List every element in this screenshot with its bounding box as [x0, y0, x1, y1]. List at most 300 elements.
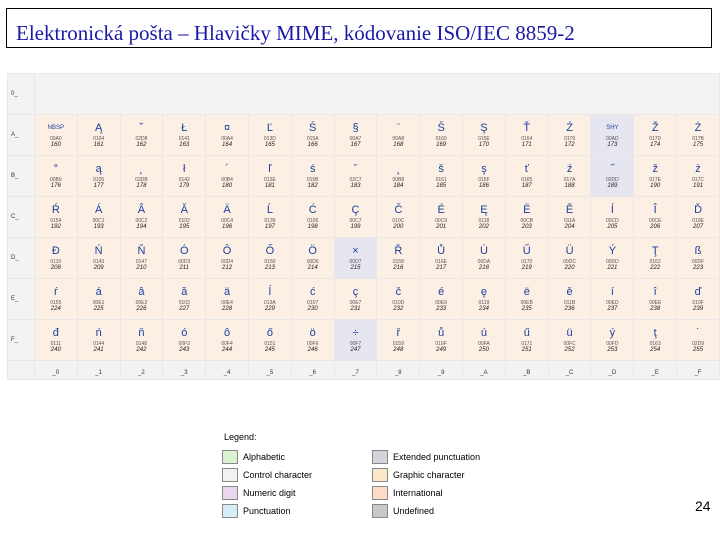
- char-glyph: °: [53, 163, 58, 175]
- char-cell: [206, 320, 248, 360]
- char-codepoint: 0171: [521, 341, 533, 347]
- char-glyph: ó: [181, 327, 188, 339]
- char-decimal: 205: [607, 224, 618, 230]
- column-footer-text: _4: [223, 370, 231, 376]
- char-decimal: 162: [136, 142, 147, 148]
- char-glyph: ˘: [139, 122, 144, 134]
- char-decimal: 177: [93, 183, 104, 189]
- char-cell: [121, 156, 163, 196]
- char-decimal: 229: [264, 306, 275, 312]
- char-glyph: ˙: [696, 327, 700, 339]
- char-glyph: ö: [309, 327, 316, 339]
- char-cell: [420, 115, 462, 155]
- char-decimal: 166: [307, 142, 318, 148]
- char-codepoint: 011A: [563, 218, 576, 224]
- char-glyph: Š: [437, 122, 445, 134]
- char-glyph: ţ: [653, 327, 657, 339]
- char-codepoint: 0179: [564, 136, 576, 142]
- char-cell: [591, 197, 633, 237]
- char-decimal: 198: [307, 224, 318, 230]
- column-footer-text: _3: [180, 370, 188, 376]
- char-decimal: 218: [478, 265, 489, 271]
- column-footer-text: _0: [52, 370, 60, 376]
- char-decimal: 239: [693, 306, 704, 312]
- char-codepoint: 017B: [692, 136, 704, 142]
- char-glyph: Î: [653, 204, 657, 216]
- char-codepoint: 00C1: [92, 218, 105, 224]
- char-decimal: 185: [436, 183, 447, 189]
- char-glyph: ÷: [352, 327, 359, 339]
- char-decimal: 251: [521, 347, 532, 353]
- char-codepoint: 0147: [135, 259, 147, 265]
- char-decimal: 187: [521, 183, 532, 189]
- legend-swatch: [372, 486, 388, 500]
- column-footer-text: _5: [266, 370, 274, 376]
- legend-item: [372, 468, 502, 482]
- char-glyph: ą: [95, 163, 102, 175]
- char-cell: [35, 115, 77, 155]
- char-cell: [335, 279, 377, 319]
- char-cell: [377, 156, 419, 196]
- char-codepoint: 0150: [264, 259, 276, 265]
- row-header: C_: [8, 197, 34, 237]
- char-cell: [549, 238, 591, 278]
- char-glyph: ő: [266, 327, 273, 339]
- char-glyph: Ű: [522, 245, 531, 257]
- legend-swatch: [222, 504, 238, 518]
- char-cell: [506, 320, 548, 360]
- char-codepoint: 02D8: [135, 136, 148, 142]
- char-codepoint: 0142: [178, 177, 190, 183]
- char-codepoint: 00ED: [606, 300, 619, 306]
- char-codepoint: 00D7: [349, 259, 362, 265]
- char-codepoint: 0163: [649, 341, 661, 347]
- char-codepoint: 013D: [263, 136, 276, 142]
- char-decimal: 247: [350, 347, 361, 353]
- char-codepoint: 015E: [478, 136, 490, 142]
- char-cell: [377, 320, 419, 360]
- char-decimal: 255: [693, 347, 704, 353]
- char-codepoint: 010F: [692, 300, 704, 306]
- char-glyph: ý: [609, 327, 616, 339]
- char-decimal: 181: [264, 183, 275, 189]
- char-cell: [78, 320, 120, 360]
- char-decimal: 222: [650, 265, 661, 271]
- column-footer-label: [377, 361, 419, 379]
- char-decimal: 211: [179, 265, 190, 271]
- char-codepoint: 0164: [521, 136, 533, 142]
- char-glyph: ž: [652, 163, 658, 175]
- char-decimal: 161: [93, 142, 104, 148]
- char-cell: [35, 320, 77, 360]
- char-glyph: Ü: [565, 245, 574, 257]
- char-codepoint: 00E9: [435, 300, 447, 306]
- char-glyph: ×: [352, 245, 359, 257]
- char-cell: [78, 156, 120, 196]
- char-codepoint: 02DD: [605, 177, 619, 183]
- char-glyph: ű: [523, 327, 530, 339]
- char-decimal: 170: [478, 142, 489, 148]
- char-cell: [377, 197, 419, 237]
- char-glyph: č: [395, 286, 402, 298]
- char-decimal: 173: [607, 142, 618, 148]
- char-cell: [506, 279, 548, 319]
- row-header: D_: [8, 238, 34, 278]
- char-codepoint: 0162: [649, 259, 661, 265]
- char-codepoint: 00D4: [221, 259, 234, 265]
- char-cell: [634, 156, 676, 196]
- char-codepoint: 00D3: [178, 259, 191, 265]
- char-cell: [292, 279, 334, 319]
- char-glyph: Ź: [566, 122, 573, 134]
- legend-label: International: [393, 488, 443, 498]
- char-decimal: 252: [564, 347, 575, 353]
- column-footer-row: [8, 361, 719, 379]
- table-row: [8, 279, 719, 319]
- char-codepoint: 015B: [306, 177, 319, 183]
- column-footer-label: [163, 361, 205, 379]
- footer-corner: [8, 361, 34, 379]
- char-codepoint: 00B8: [392, 177, 405, 183]
- char-decimal: 200: [393, 224, 404, 230]
- column-footer-text: _D: [608, 370, 617, 376]
- char-cell: [677, 115, 719, 155]
- char-glyph: Ř: [394, 245, 403, 257]
- table-row: [8, 156, 719, 196]
- char-decimal: 207: [693, 224, 704, 230]
- char-glyph: Ď: [694, 204, 703, 216]
- char-cell: [420, 238, 462, 278]
- char-cell: [463, 238, 505, 278]
- char-cell: [78, 197, 120, 237]
- char-codepoint: 00F3: [178, 341, 190, 347]
- char-codepoint: 015F: [478, 177, 490, 183]
- column-footer-label: [591, 361, 633, 379]
- char-cell: [206, 238, 248, 278]
- char-decimal: 228: [222, 306, 233, 312]
- char-glyph: ů: [438, 327, 445, 339]
- char-decimal: 206: [650, 224, 661, 230]
- char-glyph: SHY: [606, 125, 619, 131]
- legend-item: [222, 468, 372, 482]
- column-footer-label: [506, 361, 548, 379]
- column-footer-text: _7: [352, 370, 359, 376]
- char-glyph: Ę: [480, 204, 488, 216]
- char-cell: [163, 115, 205, 155]
- char-decimal: 169: [436, 142, 447, 148]
- char-glyph: NBSP: [47, 125, 64, 131]
- char-glyph: ĺ: [268, 286, 272, 298]
- char-cell: [677, 320, 719, 360]
- char-cell: [163, 197, 205, 237]
- char-cell: [463, 115, 505, 155]
- column-footer-text: _F: [694, 370, 702, 376]
- char-decimal: 245: [264, 347, 275, 353]
- row-header: F_: [8, 320, 34, 360]
- char-decimal: 194: [136, 224, 147, 230]
- column-footer-text: _9: [437, 370, 445, 376]
- legend-label: Punctuation: [243, 506, 291, 516]
- char-codepoint: 00E7: [349, 300, 362, 306]
- char-cell: [78, 238, 120, 278]
- char-glyph: Ž: [651, 122, 659, 134]
- char-codepoint: 00E4: [221, 300, 233, 306]
- char-cell: [549, 156, 591, 196]
- char-decimal: 243: [179, 347, 190, 353]
- char-codepoint: 0155: [50, 300, 62, 306]
- char-glyph: Ý: [608, 245, 617, 257]
- char-glyph: ä: [224, 286, 231, 298]
- char-decimal: 230: [307, 306, 318, 312]
- char-decimal: 184: [393, 183, 404, 189]
- char-codepoint: 02D9: [692, 341, 705, 347]
- char-decimal: 213: [264, 265, 275, 271]
- char-glyph: â: [138, 286, 145, 298]
- char-decimal: 180: [222, 183, 233, 189]
- char-cell: [377, 115, 419, 155]
- char-glyph: ô: [224, 327, 231, 339]
- char-codepoint: 016F: [435, 341, 447, 347]
- char-glyph: Ő: [265, 245, 275, 257]
- char-cell: [249, 279, 291, 319]
- legend-swatch: [222, 468, 238, 482]
- char-glyph: ă: [181, 286, 188, 298]
- char-cell: [292, 197, 334, 237]
- char-glyph: Ů: [437, 245, 446, 257]
- char-cell: [677, 279, 719, 319]
- char-codepoint: 00DF: [691, 259, 705, 265]
- char-codepoint: 00EE: [649, 300, 662, 306]
- char-glyph: š: [438, 163, 444, 175]
- char-decimal: 253: [607, 347, 618, 353]
- char-codepoint: 0161: [435, 177, 447, 183]
- char-glyph: Ł: [181, 122, 188, 134]
- char-glyph: Ö: [308, 245, 317, 257]
- char-codepoint: 00F7: [349, 341, 362, 347]
- char-glyph: Ť: [523, 122, 531, 134]
- char-glyph: Č: [394, 204, 403, 216]
- char-codepoint: 0107: [307, 300, 319, 306]
- char-cell: [634, 238, 676, 278]
- column-footer-label: [206, 361, 248, 379]
- char-codepoint: 0154: [50, 218, 62, 224]
- char-cell: [634, 115, 676, 155]
- column-footer-label: [420, 361, 462, 379]
- column-footer-label: [549, 361, 591, 379]
- column-footer-label: [121, 361, 163, 379]
- char-codepoint: 00A4: [221, 136, 233, 142]
- legend-swatch: [372, 468, 388, 482]
- char-decimal: 176: [50, 183, 61, 189]
- char-decimal: 208: [50, 265, 61, 271]
- char-cell: [335, 238, 377, 278]
- char-glyph: ¸: [396, 163, 401, 175]
- char-decimal: 225: [93, 306, 104, 312]
- table-row: [8, 197, 719, 237]
- char-glyph: ś: [309, 163, 316, 175]
- char-decimal: 188: [564, 183, 575, 189]
- char-glyph: ç: [352, 286, 359, 298]
- char-cell: [206, 279, 248, 319]
- char-glyph: ú: [480, 327, 487, 339]
- char-glyph: ť: [524, 163, 529, 175]
- char-decimal: 168: [393, 142, 404, 148]
- char-cell: [634, 279, 676, 319]
- char-decimal: 244: [222, 347, 233, 353]
- char-cell: [249, 156, 291, 196]
- char-glyph: Đ: [51, 245, 60, 257]
- char-glyph: Ç: [351, 204, 360, 216]
- char-glyph: á: [95, 286, 102, 298]
- char-cell: [249, 320, 291, 360]
- char-cell: [121, 115, 163, 155]
- legend-label: Control character: [243, 470, 313, 480]
- char-decimal: 179: [179, 183, 190, 189]
- char-glyph: ź: [566, 163, 573, 175]
- char-decimal: 171: [521, 142, 532, 148]
- char-codepoint: 0106: [307, 218, 319, 224]
- legend-swatch: [222, 450, 238, 464]
- char-cell: [677, 197, 719, 237]
- char-codepoint: 011B: [563, 300, 576, 306]
- char-decimal: 160: [50, 142, 61, 148]
- char-cell: [206, 156, 248, 196]
- char-glyph: ě: [566, 286, 573, 298]
- char-codepoint: 017E: [649, 177, 662, 183]
- char-cell: [121, 238, 163, 278]
- char-cell: [377, 238, 419, 278]
- char-glyph: Ĺ: [266, 204, 273, 216]
- char-codepoint: 00B4: [221, 177, 233, 183]
- char-codepoint: 010D: [392, 300, 405, 306]
- blank-header-band: [35, 74, 719, 114]
- legend-swatch: [372, 504, 388, 518]
- char-codepoint: 0139: [264, 218, 276, 224]
- char-cell: [163, 279, 205, 319]
- char-cell: [420, 197, 462, 237]
- char-cell: [206, 197, 248, 237]
- table-row: [8, 238, 719, 278]
- char-cell: [506, 115, 548, 155]
- char-cell: [163, 156, 205, 196]
- char-codepoint: 00DC: [563, 259, 576, 265]
- legend-item: [372, 504, 502, 518]
- char-decimal: 165: [264, 142, 275, 148]
- legend-grid: [222, 450, 502, 518]
- char-cell: [677, 156, 719, 196]
- char-cell: [506, 238, 548, 278]
- char-decimal: 167: [350, 142, 361, 148]
- char-glyph: Ľ: [266, 122, 273, 134]
- char-glyph: ş: [481, 163, 487, 175]
- char-codepoint: 00C2: [135, 218, 148, 224]
- char-cell: [335, 115, 377, 155]
- char-cell: [506, 197, 548, 237]
- char-codepoint: 013E: [264, 177, 276, 183]
- char-glyph: ¨: [396, 122, 401, 134]
- legend-item: [372, 486, 502, 500]
- char-cell: [292, 238, 334, 278]
- char-codepoint: 0118: [478, 218, 490, 224]
- row-header: B_: [8, 156, 34, 196]
- char-decimal: 236: [564, 306, 575, 312]
- char-glyph: Â: [137, 204, 146, 216]
- char-cell: [35, 197, 77, 237]
- char-glyph: ß: [694, 245, 702, 257]
- char-codepoint: 02DB: [135, 177, 148, 183]
- char-codepoint: 02C7: [349, 177, 362, 183]
- char-decimal: 241: [93, 347, 104, 353]
- char-cell: [78, 115, 120, 155]
- char-decimal: 226: [136, 306, 147, 312]
- char-glyph: Ú: [479, 245, 488, 257]
- char-codepoint: 00CE: [648, 218, 662, 224]
- row-header: A_: [8, 115, 34, 155]
- char-glyph: Ń: [94, 245, 103, 257]
- char-decimal: 249: [436, 347, 447, 353]
- char-decimal: 192: [50, 224, 61, 230]
- char-glyph: ´: [225, 163, 229, 175]
- char-cell: [35, 279, 77, 319]
- char-decimal: 196: [222, 224, 233, 230]
- char-codepoint: 0141: [178, 136, 190, 142]
- char-glyph: ż: [695, 163, 701, 175]
- char-glyph: Ň: [137, 245, 146, 257]
- page-number: 24: [695, 498, 711, 514]
- char-decimal: 209: [93, 265, 104, 271]
- column-footer-label: [292, 361, 334, 379]
- legend-item: [372, 450, 502, 464]
- char-decimal: 193: [93, 224, 104, 230]
- char-cell: [463, 320, 505, 360]
- char-cell: [591, 156, 633, 196]
- char-cell: [78, 279, 120, 319]
- char-codepoint: 00CD: [605, 218, 619, 224]
- char-decimal: 233: [436, 306, 447, 312]
- char-cell: [463, 279, 505, 319]
- char-codepoint: 00CB: [520, 218, 533, 224]
- charset-table: [7, 73, 720, 380]
- char-codepoint: 0144: [93, 341, 105, 347]
- title-frame: [6, 8, 712, 48]
- char-cell: [463, 197, 505, 237]
- char-cell: [163, 238, 205, 278]
- char-cell: [634, 197, 676, 237]
- char-cell: [463, 156, 505, 196]
- column-footer-label: [463, 361, 505, 379]
- char-codepoint: 0165: [521, 177, 533, 183]
- column-footer-label: [335, 361, 377, 379]
- char-decimal: 223: [693, 265, 704, 271]
- char-decimal: 189: [607, 183, 618, 189]
- column-footer-text: _8: [394, 370, 402, 376]
- char-glyph: §: [352, 122, 359, 134]
- char-glyph: É: [437, 204, 445, 216]
- char-codepoint: 0104: [93, 136, 105, 142]
- char-glyph: Ż: [694, 122, 702, 134]
- char-decimal: 248: [393, 347, 404, 353]
- char-codepoint: 0119: [478, 300, 490, 306]
- char-cell: [121, 279, 163, 319]
- char-decimal: 216: [393, 265, 404, 271]
- char-decimal: 232: [393, 306, 404, 312]
- char-codepoint: 0170: [521, 259, 533, 265]
- char-decimal: 204: [564, 224, 575, 230]
- char-cell: [591, 238, 633, 278]
- char-decimal: 246: [307, 347, 318, 353]
- char-decimal: 237: [607, 306, 618, 312]
- char-codepoint: 017A: [563, 177, 576, 183]
